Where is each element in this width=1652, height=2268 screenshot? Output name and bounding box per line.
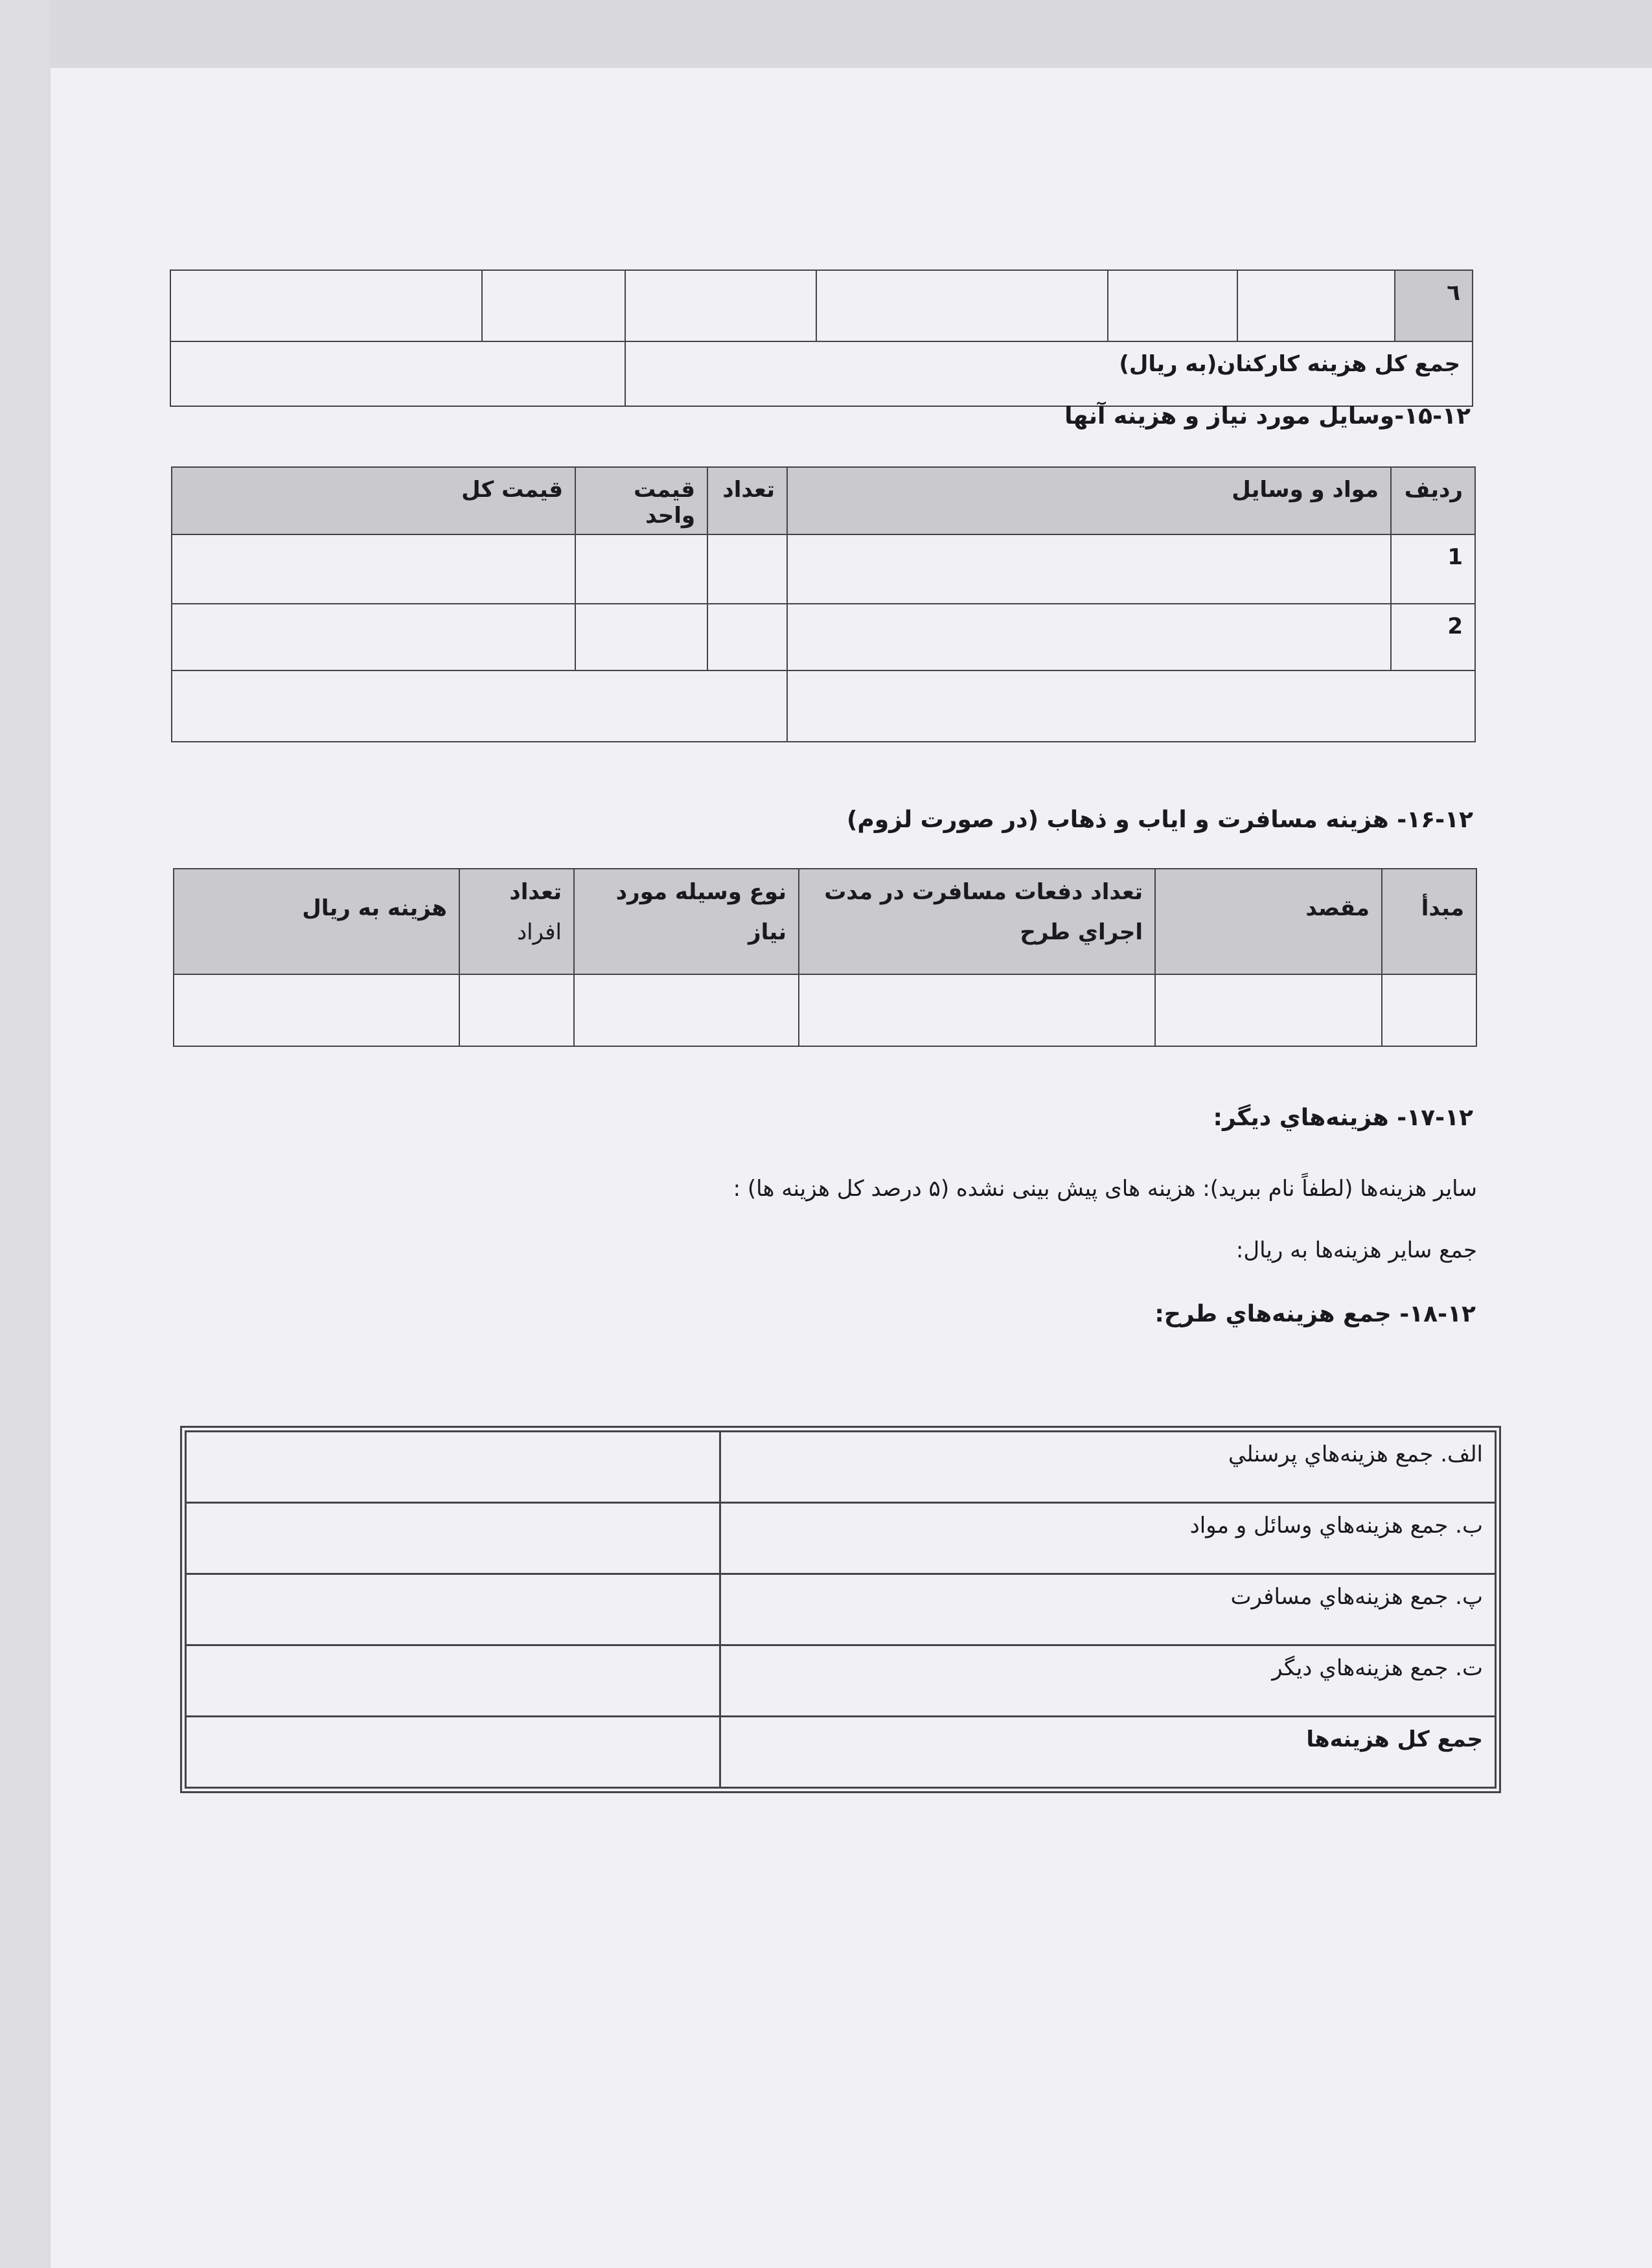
cell[interactable] bbox=[172, 604, 575, 670]
cell[interactable] bbox=[170, 270, 482, 341]
staff-total-value[interactable] bbox=[170, 341, 625, 406]
travel-row bbox=[174, 974, 1476, 1046]
cell[interactable] bbox=[482, 270, 625, 341]
summary-value[interactable] bbox=[186, 1574, 720, 1645]
cell[interactable] bbox=[575, 534, 707, 604]
other-costs-line: ساير هزينه‌ها (لطفاً نام ببريد): هزينه های پيش بينی نشده (۵ درصد كل هزينه ها) : bbox=[733, 1176, 1477, 1202]
row-number: 1 bbox=[1391, 534, 1475, 604]
summary-total-value[interactable] bbox=[186, 1717, 720, 1788]
cell[interactable] bbox=[707, 534, 787, 604]
travel-header-row bbox=[174, 869, 1476, 974]
header-row-number: رديف bbox=[1391, 467, 1475, 534]
row-number: 2 bbox=[1391, 604, 1475, 670]
cell[interactable] bbox=[816, 270, 1108, 341]
staff-total-row bbox=[170, 341, 1473, 406]
cell[interactable] bbox=[459, 974, 574, 1046]
section-17-title: ۱۷-۱۲- هزينه‌هاي ديگر: bbox=[1213, 1105, 1473, 1131]
header-destination: مقصد bbox=[1155, 869, 1382, 974]
scan-edge-top bbox=[0, 0, 1652, 68]
cell[interactable] bbox=[172, 670, 787, 742]
equipment-total-row bbox=[172, 670, 1475, 742]
cell[interactable] bbox=[707, 604, 787, 670]
section-15-title: ۱۵-۱۲-وسايل مورد نياز و هزينه آنها bbox=[1064, 403, 1471, 430]
cell[interactable] bbox=[1108, 270, 1237, 341]
header-total-price: قيمت كل bbox=[172, 467, 575, 534]
summary-label: ت. جمع هزينه‌هاي ديگر bbox=[720, 1645, 1496, 1717]
cell[interactable] bbox=[575, 604, 707, 670]
summary-row bbox=[186, 1574, 1496, 1645]
summary-row bbox=[186, 1503, 1496, 1574]
other-costs-total-line: جمع ساير هزينه‌ها به ريال: bbox=[1235, 1237, 1477, 1263]
header-vehicle-line2: نياز bbox=[748, 919, 786, 945]
summary-label: پ. جمع هزينه‌هاي مسافرت bbox=[720, 1574, 1496, 1645]
cell[interactable] bbox=[1382, 974, 1476, 1046]
cell[interactable] bbox=[787, 604, 1391, 670]
summary-row bbox=[186, 1645, 1496, 1717]
summary-label: الف. جمع هزينه‌هاي پرسنلي bbox=[720, 1432, 1496, 1503]
header-trips bbox=[799, 869, 1155, 974]
equipment-row bbox=[172, 534, 1475, 604]
header-origin: مبدأ bbox=[1382, 869, 1476, 974]
project-costs-summary-table bbox=[185, 1430, 1497, 1789]
header-trips-line1: تعداد دفعات مسافرت در مدت bbox=[824, 879, 1143, 905]
summary-total-label: جمع كل هزينه‌ها bbox=[720, 1717, 1496, 1788]
header-unit-price: قيمت واحد bbox=[575, 467, 707, 534]
cell[interactable] bbox=[172, 534, 575, 604]
section-18-title: ۱۸-۱۲- جمع هزينه‌هاي طرح: bbox=[1154, 1301, 1476, 1327]
staff-row-6 bbox=[170, 270, 1473, 341]
summary-value[interactable] bbox=[186, 1503, 720, 1574]
equipment-table bbox=[171, 466, 1476, 742]
cell[interactable] bbox=[787, 670, 1475, 742]
summary-row bbox=[186, 1432, 1496, 1503]
header-people-line1: تعداد bbox=[509, 879, 562, 905]
summary-label: ب. جمع هزينه‌هاي وسائل و مواد bbox=[720, 1503, 1496, 1574]
header-people-line2: افراد bbox=[516, 919, 562, 945]
header-vehicle bbox=[574, 869, 799, 974]
cell[interactable] bbox=[1237, 270, 1395, 341]
header-people bbox=[459, 869, 574, 974]
cell[interactable] bbox=[787, 534, 1391, 604]
row-number-cell: ٦ bbox=[1395, 270, 1473, 341]
staff-cost-table bbox=[170, 269, 1473, 407]
equipment-header-row bbox=[172, 467, 1475, 534]
scan-edge-left bbox=[0, 0, 51, 2268]
header-vehicle-line1: نوع وسيله مورد bbox=[615, 879, 786, 905]
cell[interactable] bbox=[799, 974, 1155, 1046]
summary-total-row bbox=[186, 1717, 1496, 1788]
header-count: تعداد bbox=[707, 467, 787, 534]
cell[interactable] bbox=[574, 974, 799, 1046]
summary-value[interactable] bbox=[186, 1645, 720, 1717]
staff-total-label: جمع كل هزينه كاركنان(به ريال) bbox=[625, 341, 1473, 406]
equipment-row bbox=[172, 604, 1475, 670]
cell[interactable] bbox=[625, 270, 816, 341]
header-trips-line2: اجراي طرح bbox=[1020, 919, 1143, 945]
header-cost: هزينه به ريال bbox=[174, 869, 459, 974]
header-items: مواد و وسايل bbox=[787, 467, 1391, 534]
section-16-title: ۱۶-۱۲- هزينه مسافرت و اياب و ذهاب (در صورت لزوم) bbox=[846, 807, 1473, 833]
travel-table bbox=[173, 868, 1477, 1047]
cell[interactable] bbox=[174, 974, 459, 1046]
summary-value[interactable] bbox=[186, 1432, 720, 1503]
cell[interactable] bbox=[1155, 974, 1382, 1046]
